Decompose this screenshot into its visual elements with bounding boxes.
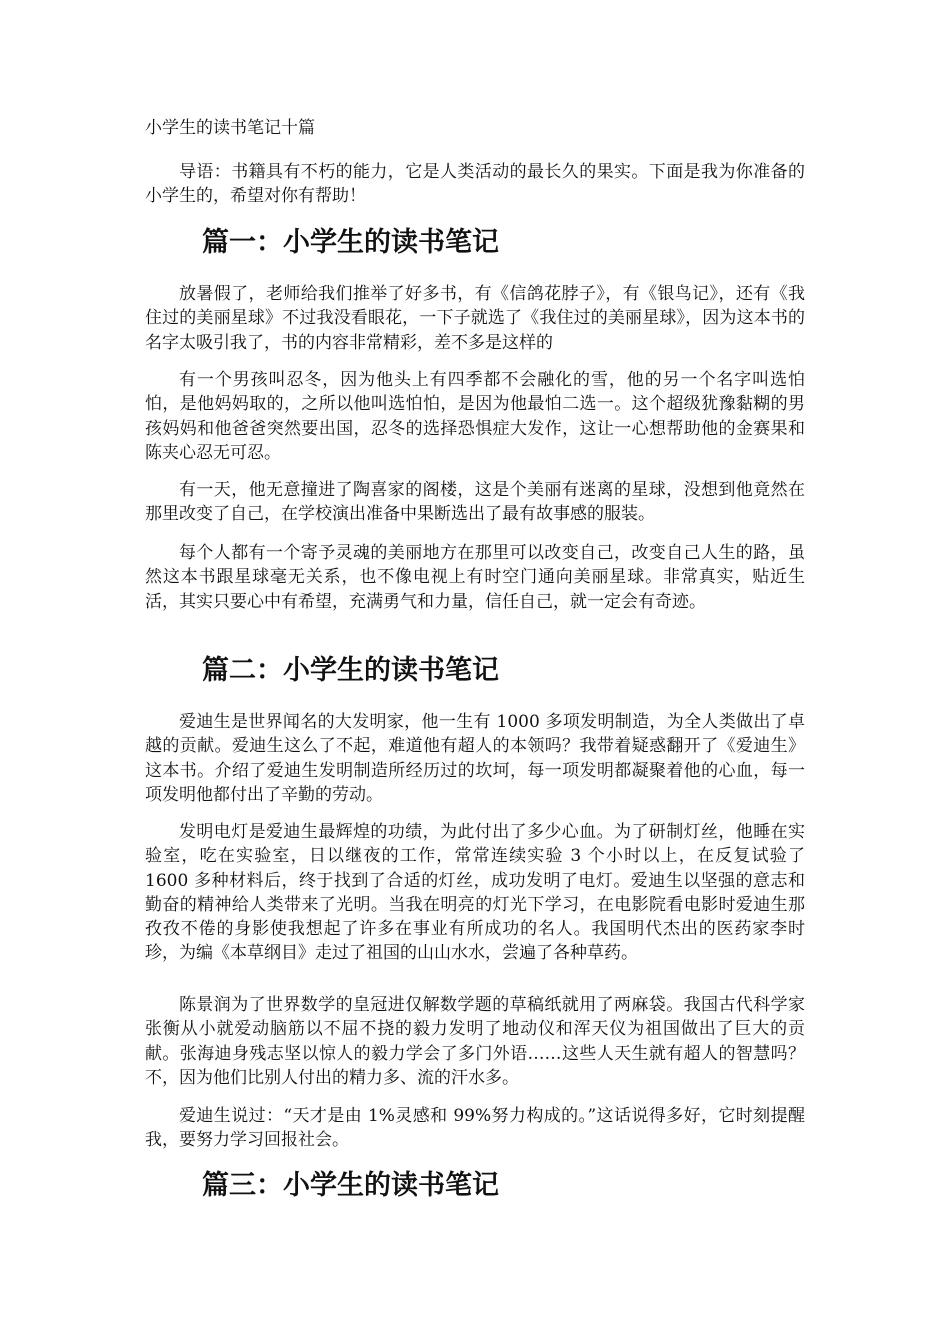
section-1-paragraph-4: 每个人都有一个寄予灵魂的美丽地方在那里可以改变自己，改变自己人生的路，虽然这本书跟星球毫无关系，也不像电视上有时空门通向美丽星球。非常真实，贴近生活，其实只要心中有希望，充满勇气和力量，信任自己，就一定会有奇迹。	[145, 543, 805, 612]
section-2-paragraph-4: 爱迪生说过：“天才是由 1%灵感和 99%努力构成的。”这话说得多好，它时刻提醒我，要努力学习回报社会。	[145, 1106, 805, 1151]
section-2-paragraph-1: 爱迪生是世界闻名的大发明家，他一生有 1000 多项发明制造，为全人类做出了卓越的贡献。爱迪生这么了不起，难道他有超人的本领吗？我带着疑惑翻开了《爱迪生》这本书。介绍了爱迪生发明制造所经历过的坎坷，每一项发明都凝聚着他的心血，每一项发明他都付出了辛勤的劳动。	[145, 712, 805, 805]
section-1-paragraph-2: 有一个男孩叫忍冬，因为他头上有四季都不会融化的雪，他的另一个名字叫选怕怕，是他妈妈取的，之所以他叫选怕怕，是因为他最怕二选一。这个超级犹豫黏糊的男孩妈妈和他爸爸突然要出国，忍冬的选择恐惧症大发作，这让一心想帮助他的金赛果和陈夹心忍无可忍。	[145, 370, 805, 463]
section-2-paragraph-3: 陈景润为了世界数学的皇冠进仅解数学题的草稿纸就用了两麻袋。我国古代科学家张衡从小就爱动脑筋以不屈不挠的毅力发明了地动仪和浑天仪为祖国做出了巨大的贡献。张海迪身残志坚以惊人的毅力学会了多门外语……这些人天生就有超人的智慧吗？不，因为他们比别人付出的精力多、流的汗水多。	[145, 995, 805, 1088]
section-1-paragraph-1: 放暑假了，老师给我们推举了好多书，有《信鸽花脖子》，有《银鸟记》，还有《我住过的美丽星球》不过我没看眼花，一下子就选了《我住过的美丽星球》，因为这本书的名字太吸引我了，书的内容非常精彩，差不多是这样的	[145, 284, 805, 353]
section-2-paragraph-2: 发明电灯是爱迪生最辉煌的功绩，为此付出了多少心血。为了研制灯丝，他睡在实验室，吃在实验室，日以继夜的工作，常常连续实验 3 个小时以上，在反复试验了 1600 多种材料后，终于找到了合适的灯丝，成功发明了电灯。爱迪生以坚强的意志和勤奋的精神给人类带来了光明。当我在明亮的灯光下学习，在电影院看电影时爱迪生那孜孜不倦的身影使我想起了许多在事业有所成功的名人。我国明代杰出的医药家李时珍，为编《本草纲目》走过了祖国的山山水水，尝遍了各种草药。	[145, 822, 805, 964]
section-heading-2: 篇二：小学生的读书笔记	[202, 655, 499, 686]
section-heading-3: 篇三：小学生的读书笔记	[202, 1170, 499, 1201]
document-title: 小学生的读书笔记十篇	[145, 118, 315, 138]
intro-paragraph: 导语：书籍具有不朽的能力，它是人类活动的最长久的果实。下面是我为你准备的小学生的，希望对你有帮助！	[145, 162, 805, 207]
section-heading-1: 篇一：小学生的读书笔记	[202, 227, 499, 258]
section-1-paragraph-3: 有一天，他无意撞进了陶喜家的阁楼，这是个美丽有迷离的星球，没想到他竟然在那里改变了自己，在学校演出准备中果断选出了最有故事感的服装。	[145, 480, 805, 525]
